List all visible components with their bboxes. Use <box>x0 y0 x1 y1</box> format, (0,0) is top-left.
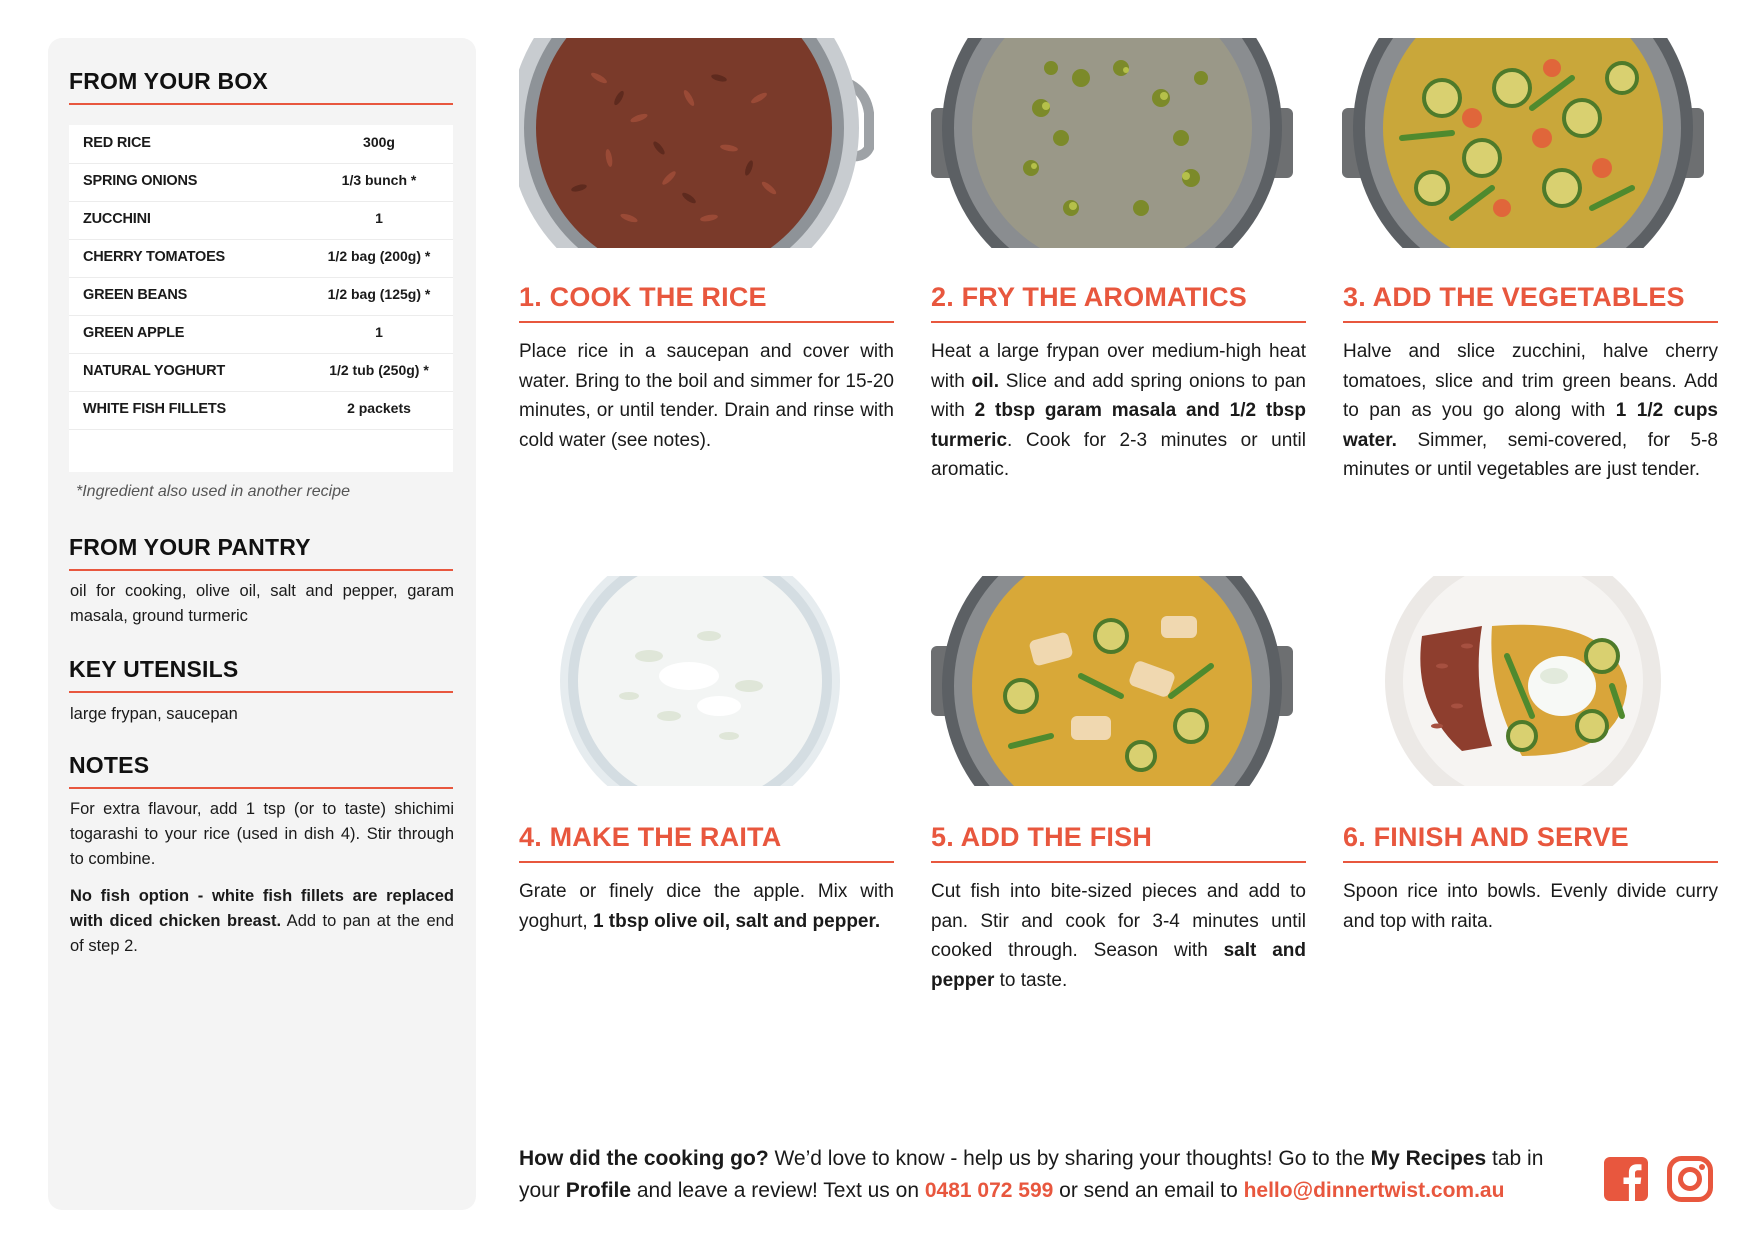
notes-rest-text: Add to pan at the end of step 2. <box>70 912 454 955</box>
ingredient-name: NATURAL YOGHURT <box>83 363 226 379</box>
step-4-title: 4. MAKE THE RAITA <box>519 822 894 863</box>
ingredient-name: GREEN BEANS <box>83 287 188 303</box>
ingredient-footnote: *Ingredient also used in another recipe <box>76 483 350 500</box>
step-4-text <box>519 877 894 936</box>
step-text-part: to taste. <box>994 969 1068 991</box>
step-6-text <box>1343 877 1718 936</box>
from-your-pantry-title: FROM YOUR PANTRY <box>69 534 453 571</box>
profile-link[interactable]: Profile <box>565 1179 632 1202</box>
step-2-photo <box>931 38 1293 248</box>
ingredient-qty: 1/2 bag (125g) * <box>327 286 431 302</box>
ingredient-name: WHITE FISH FILLETS <box>83 401 227 417</box>
facebook-icon[interactable] <box>1602 1155 1650 1203</box>
step-6-photo <box>1342 576 1704 786</box>
step-6-title: 6. FINISH AND SERVE <box>1343 822 1718 863</box>
notes-paragraph-2 <box>70 884 454 959</box>
ingredient-row <box>69 277 453 316</box>
step-text-part: . Cook for 2-3 minutes or until aromatic. <box>931 429 1306 480</box>
ingredient-row <box>69 315 453 354</box>
vegetables-pan-image <box>1342 38 1704 248</box>
ingredient-row <box>69 353 453 392</box>
step-1-title: 1. COOK THE RICE <box>519 282 894 323</box>
ingredient-qty: 1/2 tub (250g) * <box>329 362 429 378</box>
footer-text: and leave a review! Text us on <box>631 1179 925 1202</box>
rice-colander-image <box>519 38 881 248</box>
my-recipes-link[interactable]: My Recipes <box>1370 1147 1487 1170</box>
ingredient-row <box>69 239 453 278</box>
step-text-part: Cut fish into bite-sized pieces and add to pan. Stir and cook for 3-4 minutes until cooked through. Season with <box>931 881 1306 961</box>
step-text-part: Halve and slice zucchini, halve cherry tomatoes, slice and trim green beans. Add to pan as you go along with <box>1343 341 1718 421</box>
pantry-text: oil for cooking, olive oil, salt and pepper, garam masala, ground turmeric <box>70 582 454 625</box>
step-2-text <box>931 337 1306 485</box>
step-text-part: Simmer, semi-covered, for 5-8 minutes or until vegetables are just tender. <box>1343 429 1718 480</box>
utensils-text: large frypan, saucepan <box>70 705 238 723</box>
notes-paragraph-1: For extra flavour, add 1 tsp (or to taste) shichimi togarashi to your rice (used in dish 4). Stir through to combine. <box>70 800 454 868</box>
step-text-bold: oil. <box>971 370 999 392</box>
step-text-part: Place rice in a saucepan and cover with water. Bring to the boil and simmer for 15-20 minutes, or until tender. Drain and rinse with cold water (see notes). <box>519 341 894 451</box>
key-utensils-title: KEY UTENSILS <box>69 656 453 693</box>
step-text-part: Slice and add spring onions to pan with <box>931 370 1306 421</box>
step-3-photo <box>1342 38 1704 248</box>
ingredient-name: CHERRY TOMATOES <box>83 249 226 265</box>
notes-bold-text: No fish option - white fish fillets are replaced with diced chicken breast. <box>70 887 454 930</box>
instagram-icon[interactable] <box>1666 1155 1714 1203</box>
step-5-text <box>931 877 1306 995</box>
step-4-photo <box>519 576 881 786</box>
step-text-bold: salt and pepper <box>931 940 1306 991</box>
fish-curry-pan-image <box>931 576 1293 786</box>
ingredient-qty: 300g <box>363 134 395 150</box>
ingredient-qty: 2 packets <box>347 400 411 416</box>
ingredient-name: RED RICE <box>83 135 151 151</box>
phone-number-link[interactable]: 0481 072 599 <box>924 1179 1054 1202</box>
ingredient-name: ZUCCHINI <box>83 211 151 227</box>
step-5-title: 5. ADD THE FISH <box>931 822 1306 863</box>
step-text-bold: 2 tbsp garam masala and 1/2 tbsp turmeric <box>931 400 1306 451</box>
ingredient-name: SPRING ONIONS <box>83 173 198 189</box>
feedback-footer <box>519 1143 1579 1207</box>
notes-title: NOTES <box>69 752 453 789</box>
step-text-bold: 1 1/2 cups water. <box>1343 400 1718 451</box>
email-link[interactable]: hello@dinnertwist.com.au <box>1243 1179 1505 1202</box>
step-1-text <box>519 337 894 455</box>
ingredient-name: GREEN APPLE <box>83 325 185 341</box>
ingredients-table <box>69 125 453 472</box>
step-3-text <box>1343 337 1718 485</box>
served-bowl-image <box>1342 576 1704 786</box>
footer-text: We’d love to know - help us by sharing your thoughts! Go to the <box>768 1147 1371 1170</box>
ingredient-row <box>69 391 453 430</box>
aromatics-pan-image <box>931 38 1293 248</box>
step-text-part: Heat a large frypan over medium-high heat with <box>931 341 1306 392</box>
step-text-part: Spoon rice into bowls. Evenly divide curry and top with raita. <box>1343 881 1718 932</box>
feedback-question: How did the cooking go? <box>519 1147 769 1170</box>
step-5-photo <box>931 576 1293 786</box>
step-2-title: 2. FRY THE AROMATICS <box>931 282 1306 323</box>
ingredient-qty: 1 <box>375 324 383 340</box>
step-text-bold: 1 tbsp olive oil, salt and pepper. <box>592 910 881 932</box>
ingredient-qty: 1 <box>375 210 383 226</box>
ingredient-qty: 1/2 bag (200g) * <box>327 248 431 264</box>
step-1-photo <box>519 38 881 248</box>
raita-bowl-image <box>519 576 881 786</box>
sidebar-panel <box>48 38 476 1210</box>
ingredient-row <box>69 163 453 202</box>
step-text-part: Grate or finely dice the apple. Mix with yoghurt, <box>519 881 894 932</box>
footer-text: tab in your <box>519 1147 1544 1202</box>
step-3-title: 3. ADD THE VEGETABLES <box>1343 282 1718 323</box>
from-your-box-title: FROM YOUR BOX <box>69 68 453 105</box>
ingredient-row <box>69 201 453 240</box>
footer-text: or send an email to <box>1053 1179 1244 1202</box>
ingredient-row <box>69 125 453 164</box>
ingredient-qty: 1/3 bunch * <box>341 172 417 188</box>
